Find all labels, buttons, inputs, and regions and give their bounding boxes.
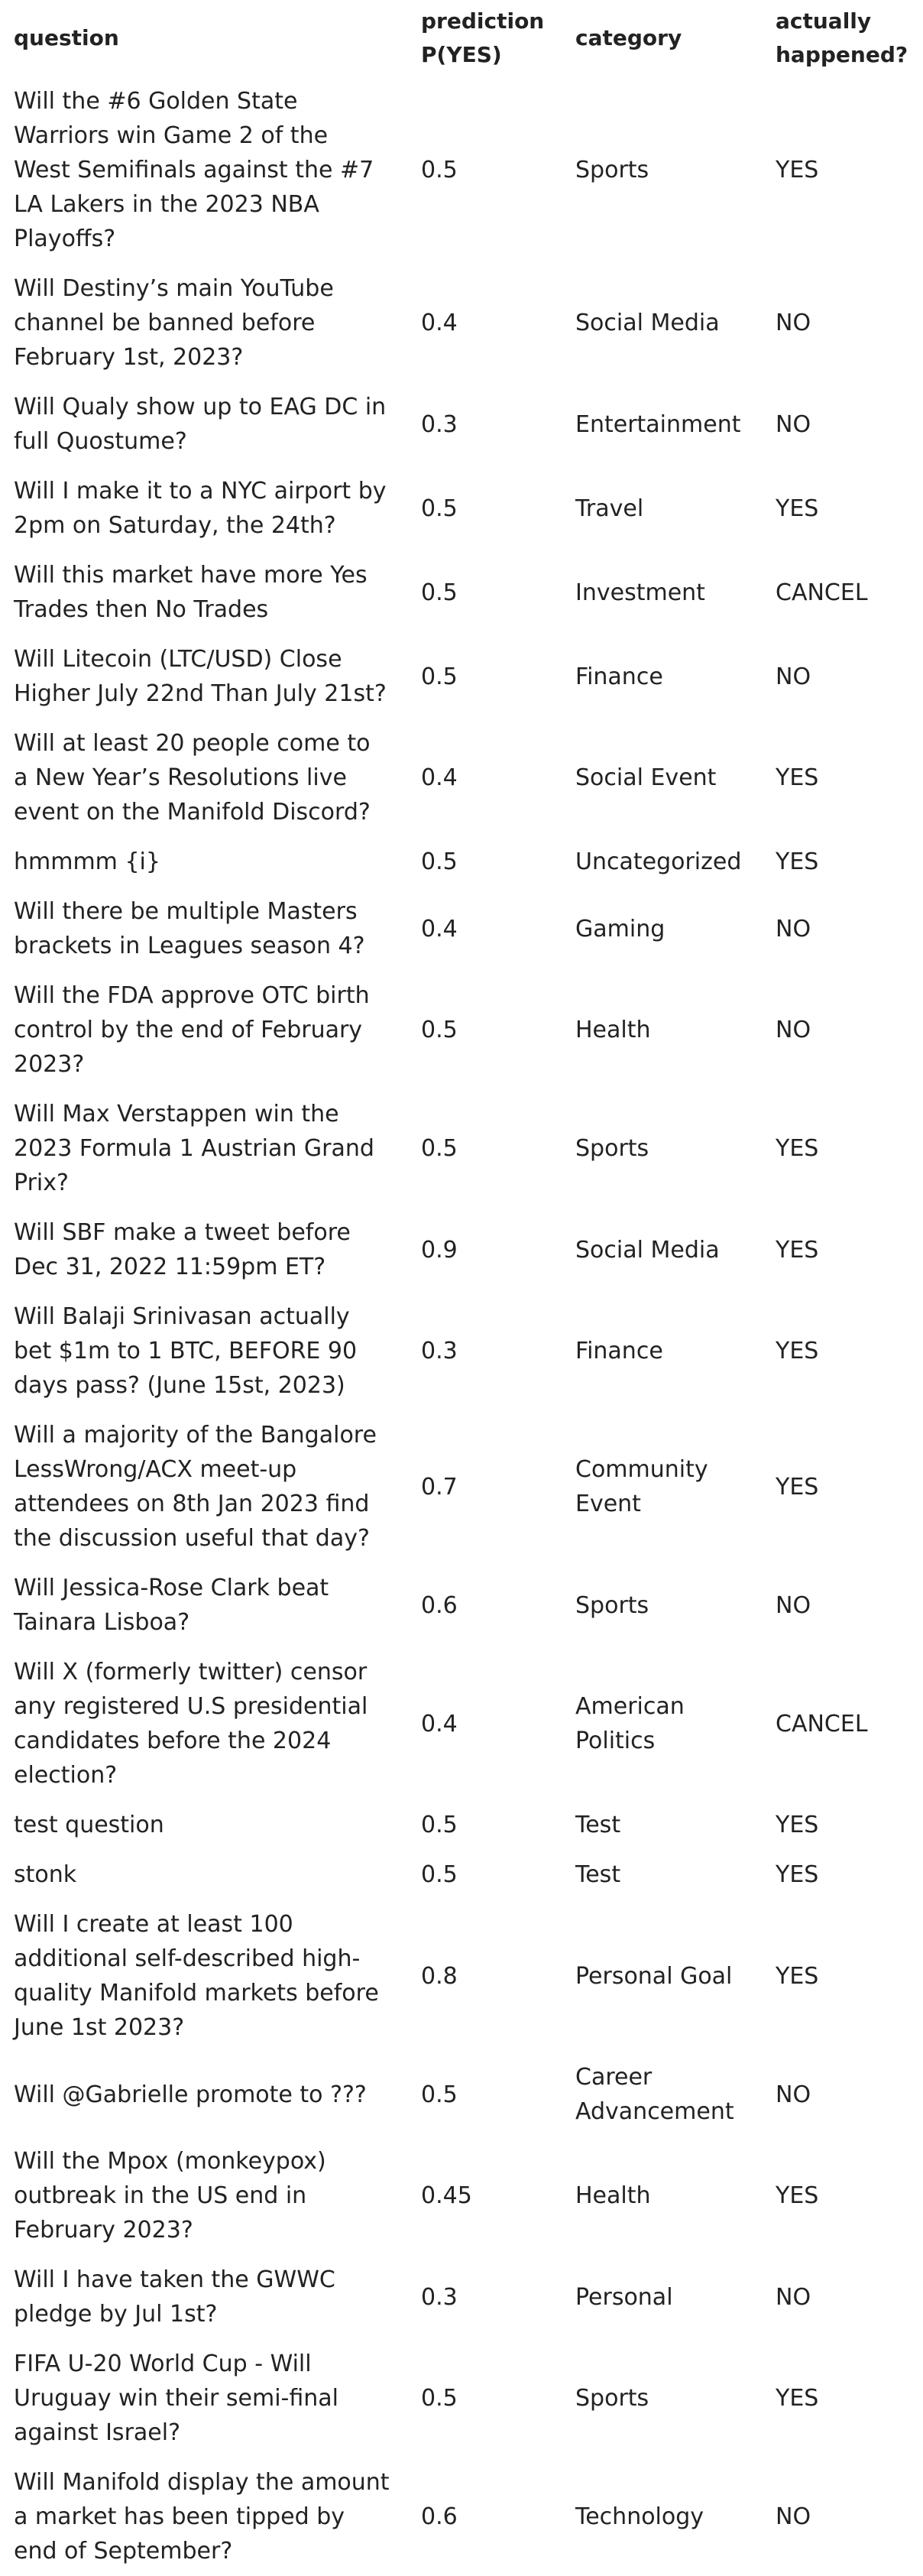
question-cell: Will there be multiple Masters brackets in Leagues season 4? xyxy=(14,898,365,959)
category-cell: Sports xyxy=(575,2385,649,2412)
table-row xyxy=(0,1800,923,1850)
category-cell: Entertainment xyxy=(575,410,741,438)
actual-cell: YES xyxy=(776,1812,819,1838)
question-cell: hmmmm {i} xyxy=(14,848,160,875)
actual-cell: YES xyxy=(776,1861,819,1888)
table-row xyxy=(0,2339,923,2458)
table-row xyxy=(0,887,923,971)
table-row xyxy=(0,719,923,837)
header-question-label: question xyxy=(14,25,119,50)
category-cell: American Politics xyxy=(575,1693,685,1754)
table-row xyxy=(0,1208,923,1292)
prediction-cell: 0.5 xyxy=(421,848,458,875)
category-cell: Test xyxy=(575,1812,621,1838)
category-cell: Finance xyxy=(575,1338,663,1364)
question-cell: Will Destiny’s main YouTube channel be banned before February 1st, 2023? xyxy=(14,275,334,371)
question-cell: Will @Gabrielle promote to ??? xyxy=(14,2081,367,2108)
category-cell: Personal xyxy=(575,2283,673,2311)
prediction-cell: 0.3 xyxy=(421,1338,458,1364)
actual-cell: YES xyxy=(776,2385,819,2412)
actual-cell: YES xyxy=(776,1473,819,1501)
table-row xyxy=(0,264,923,382)
actual-cell: NO xyxy=(776,2503,811,2530)
prediction-cell: 0.3 xyxy=(421,2283,458,2311)
category-cell: Health xyxy=(575,2182,651,2209)
actual-cell: YES xyxy=(776,1962,819,1990)
actual-cell: YES xyxy=(776,1236,819,1264)
category-cell: Investment xyxy=(575,579,705,606)
prediction-cell: 0.5 xyxy=(421,579,458,606)
header-actual-label-line1: actually xyxy=(776,8,872,34)
category-cell: Sports xyxy=(575,157,649,183)
category-cell: Uncategorized xyxy=(575,848,742,875)
actual-cell: NO xyxy=(776,915,811,942)
question-cell: Will at least 20 people come to a New Year’s Resolutions live event on the Manifold Discord? xyxy=(14,730,371,826)
category-cell: Social Media xyxy=(575,310,720,336)
question-cell: Will Jessica-Rose Clark beat Tainara Lisboa? xyxy=(14,1575,329,1636)
category-cell: Career Advancement xyxy=(575,2064,734,2125)
actual-cell: NO xyxy=(776,2283,811,2311)
table-row xyxy=(0,1089,923,1208)
header-question xyxy=(0,0,407,76)
question-cell: test question xyxy=(14,1812,164,1838)
category-cell: Finance xyxy=(575,663,663,690)
question-cell: Will a majority of the Bangalore LessWrong/ACX meet-up attendees on 8th Jan 2023 find the discussion useful that day? xyxy=(14,1422,377,1552)
prediction-cell: 0.5 xyxy=(421,663,458,690)
category-cell: Travel xyxy=(575,495,644,522)
prediction-cell: 0.5 xyxy=(421,1861,458,1888)
category-cell: Health xyxy=(575,1017,651,1043)
prediction-cell: 0.6 xyxy=(421,2503,458,2530)
table-row xyxy=(0,1900,923,2052)
question-cell: Will the #6 Golden State Warriors win Game 2 of the West Semifinals against the #7 LA Lakers in the 2023 NBA Playoffs? xyxy=(14,88,374,252)
actual-cell: NO xyxy=(776,1017,811,1043)
table-row xyxy=(0,2458,923,2576)
table-header xyxy=(0,0,923,76)
category-cell: Gaming xyxy=(575,915,666,942)
question-cell: Will SBF make a tweet before Dec 31, 2022 11:59pm ET? xyxy=(14,1219,351,1280)
table-row xyxy=(0,837,923,887)
table-row xyxy=(0,1850,923,1900)
prediction-cell: 0.8 xyxy=(421,1962,458,1990)
header-prediction xyxy=(407,0,562,76)
category-cell: Technology xyxy=(575,2503,704,2530)
actual-cell: YES xyxy=(776,2182,819,2209)
actual-cell: YES xyxy=(776,157,819,183)
prediction-cell: 0.5 xyxy=(421,1017,458,1043)
prediction-cell: 0.3 xyxy=(421,410,458,438)
table-row xyxy=(0,1647,923,1800)
prediction-cell: 0.5 xyxy=(421,2385,458,2412)
table-row xyxy=(0,76,923,264)
prediction-cell: 0.9 xyxy=(421,1236,458,1264)
category-cell: Test xyxy=(575,1861,621,1888)
category-cell: Personal Goal xyxy=(575,1962,733,1990)
actual-cell: YES xyxy=(776,764,819,791)
prediction-cell: 0.5 xyxy=(421,1812,458,1838)
table-row xyxy=(0,550,923,634)
prediction-cell: 0.45 xyxy=(421,2182,472,2209)
header-category xyxy=(562,0,762,76)
header-row xyxy=(0,0,923,76)
prediction-cell: 0.4 xyxy=(421,310,458,336)
category-cell: Social Event xyxy=(575,764,717,791)
question-cell: Will I have taken the GWWC pledge by Jul 1st? xyxy=(14,2266,335,2328)
prediction-cell: 0.7 xyxy=(421,1473,458,1501)
actual-cell: NO xyxy=(776,410,811,438)
table-row xyxy=(0,1563,923,1647)
category-cell: Sports xyxy=(575,1591,649,1619)
question-cell: Will Qualy show up to EAG DC in full Quostume? xyxy=(14,394,387,455)
question-cell: Will I create at least 100 additional self-described high-quality Manifold markets before June 1st 2023? xyxy=(14,1911,379,2041)
question-cell: Will I make it to a NYC airport by 2pm on Saturday, the 24th? xyxy=(14,478,387,539)
category-cell: Sports xyxy=(575,1135,649,1162)
actual-cell: CANCEL xyxy=(776,579,868,606)
question-cell: Will the FDA approve OTC birth control by the end of February 2023? xyxy=(14,982,370,1078)
question-cell: FIFA U-20 World Cup - Will Uruguay win their semi-final against Israel? xyxy=(14,2351,338,2446)
question-cell: Will Manifold display the amount a market has been tipped by end of September? xyxy=(14,2469,390,2565)
actual-cell: YES xyxy=(776,1135,819,1162)
table-row xyxy=(0,2255,923,2339)
actual-cell: NO xyxy=(776,663,811,690)
question-cell: Will Balaji Srinivasan actually bet $1m to 1 BTC, BEFORE 90 days pass? (June 15st, 2023) xyxy=(14,1303,358,1399)
question-cell: Will X (formerly twitter) censor any registered U.S presidential candidates before the 2024 election? xyxy=(14,1659,368,1789)
question-cell: stonk xyxy=(14,1861,77,1888)
table-row xyxy=(0,2136,923,2255)
category-cell: Social Media xyxy=(575,1236,720,1264)
actual-cell: YES xyxy=(776,848,819,875)
prediction-cell: 0.5 xyxy=(421,157,458,183)
prediction-cell: 0.4 xyxy=(421,915,458,942)
header-prediction-label-line1: prediction xyxy=(421,8,545,34)
actual-cell: NO xyxy=(776,310,811,336)
table-row xyxy=(0,1292,923,1410)
table-row xyxy=(0,466,923,550)
table-row xyxy=(0,1410,923,1563)
header-actual xyxy=(762,0,923,76)
header-actual-label-line2: happened? xyxy=(776,42,908,67)
table-row xyxy=(0,382,923,466)
table-row xyxy=(0,634,923,719)
prediction-cell: 0.5 xyxy=(421,1135,458,1162)
header-category-label: category xyxy=(575,25,682,50)
table-row xyxy=(0,2052,923,2136)
category-cell: Community Event xyxy=(575,1456,708,1517)
prediction-cell: 0.4 xyxy=(421,1710,458,1737)
actual-cell: NO xyxy=(776,2081,811,2108)
question-cell: Will Max Verstappen win the 2023 Formula 1 Austrian Grand Prix? xyxy=(14,1101,374,1196)
header-prediction-label-line2: P(YES) xyxy=(421,42,502,67)
table-body xyxy=(0,76,923,2576)
actual-cell: NO xyxy=(776,1591,811,1619)
prediction-cell: 0.5 xyxy=(421,495,458,522)
prediction-cell: 0.4 xyxy=(421,764,458,791)
actual-cell: CANCEL xyxy=(776,1710,868,1737)
prediction-cell: 0.5 xyxy=(421,2081,458,2108)
actual-cell: YES xyxy=(776,1338,819,1364)
question-cell: Will this market have more Yes Trades then No Trades xyxy=(14,562,368,623)
table-row xyxy=(0,971,923,1089)
actual-cell: YES xyxy=(776,495,819,522)
question-cell: Will the Mpox (monkeypox) outbreak in the US end in February 2023? xyxy=(14,2148,326,2243)
question-cell: Will Litecoin (LTC/USD) Close Higher July 22nd Than July 21st? xyxy=(14,646,387,707)
prediction-cell: 0.6 xyxy=(421,1591,458,1619)
